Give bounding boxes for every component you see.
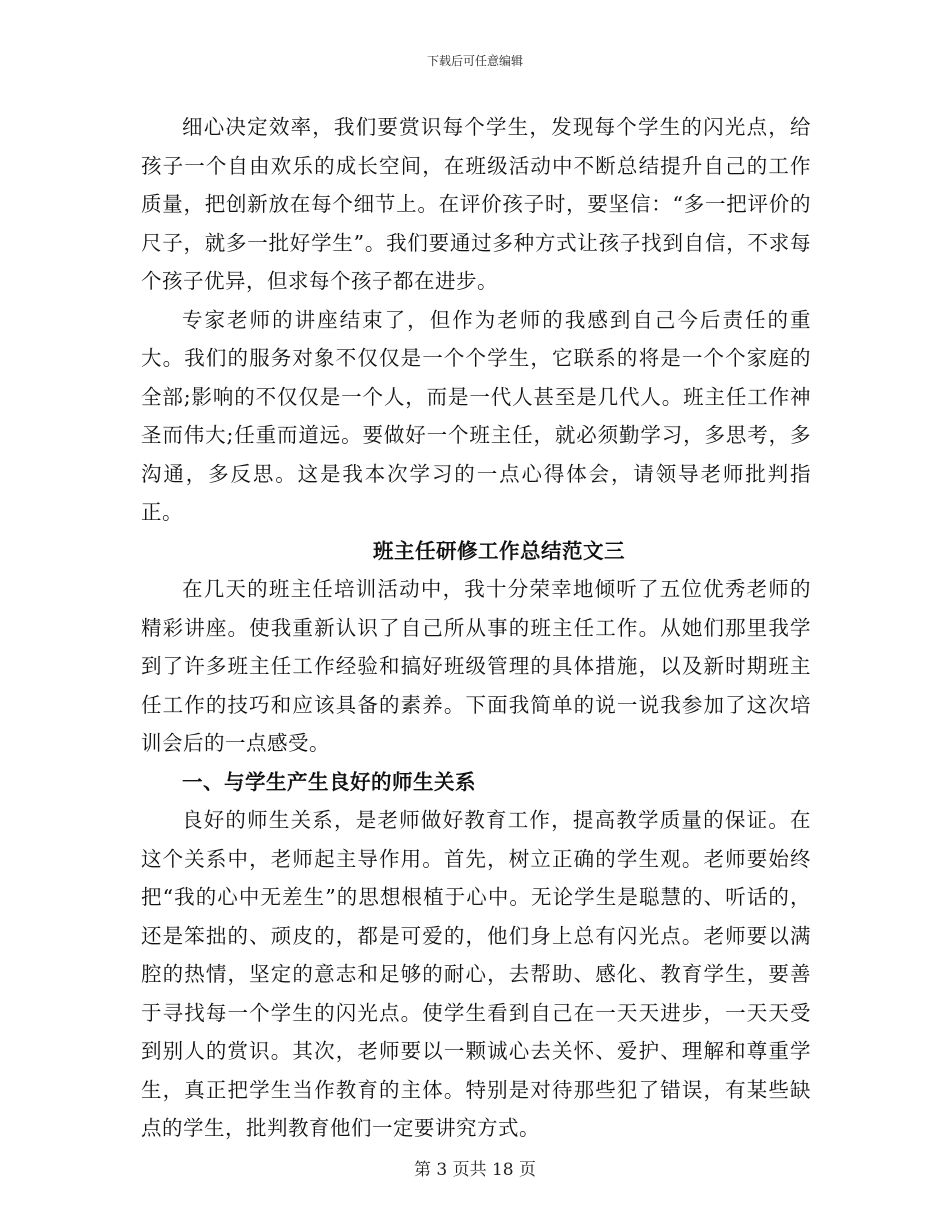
paragraph-efficiency: 细心决定效率，我们要赏识每个学生，发现每个学生的闪光点，给孩子一个自由欢乐的成长空间，在班级活动中不断总结提升自己的工作质量，把创新放在每个细节上。在评价孩子时，要坚信：“多一把评价的尺子，就多一批好学生”。我们要通过多种方式让孩子找到自信，不求每个孩子优异，但求每个孩子都在进步。 <box>141 115 811 293</box>
paragraph-responsibility: 专家老师的讲座结束了，但作为老师的我感到自己今后责任的重大。我们的服务对象不仅仅是一个个学生，它联系的将是一个个家庭的全部;影响的不仅仅是一个人，而是一代人甚至是几代人。班主任工作神圣而伟大;任重而道远。要做好一个班主任，就必须勤学习，多思考，多沟通，多反思。这是我本次学习的一点心得体会，请领导老师批判指正。 <box>141 307 811 524</box>
document-body <box>141 108 811 1148</box>
page-header-note: 下载后可任意编辑 <box>426 54 523 68</box>
subheading-relationship: 一、与学生产生良好的师生关系 <box>182 769 476 794</box>
section-title: 班主任研修工作总结范文三 <box>373 538 625 563</box>
paragraph-section-intro: 在几天的班主任培训活动中，我十分荣幸地倾听了五位优秀老师的精彩讲座。使我重新认识了自己所从事的班主任工作。从她们那里我学到了许多班主任工作经验和搞好班级管理的具体措施，以及新时期班主任工作的技巧和应该具备的素养。下面我简单的说一说我参加了这次培训会后的一点感受。 <box>141 577 811 755</box>
page-number-footer: 第 3 页共 18 页 <box>413 1160 537 1180</box>
paragraph-relationship-body: 良好的师生关系，是老师做好教育工作，提高教学质量的保证。在这个关系中，老师起主导作用。首先，树立正确的学生观。老师要始终把“我的心中无差生”的思想根植于心中。无论学生是聪慧的、听话的，还是笨拙的、顽皮的，都是可爱的，他们身上总有闪光点。老师要以满腔的热情，坚定的意志和足够的耐心，去帮助、感化、教育学生，要善于寻找每一个学生的闪光点。使学生看到自己在一天天进步，一天天受到别人的赏识。其次，老师要以一颗诚心去关怀、爱护、理解和尊重学生，真正把学生当作教育的主体。特别是对待那些犯了错误，有某些缺点的学生，批判教育他们一定要讲究方式。 <box>141 808 811 1140</box>
